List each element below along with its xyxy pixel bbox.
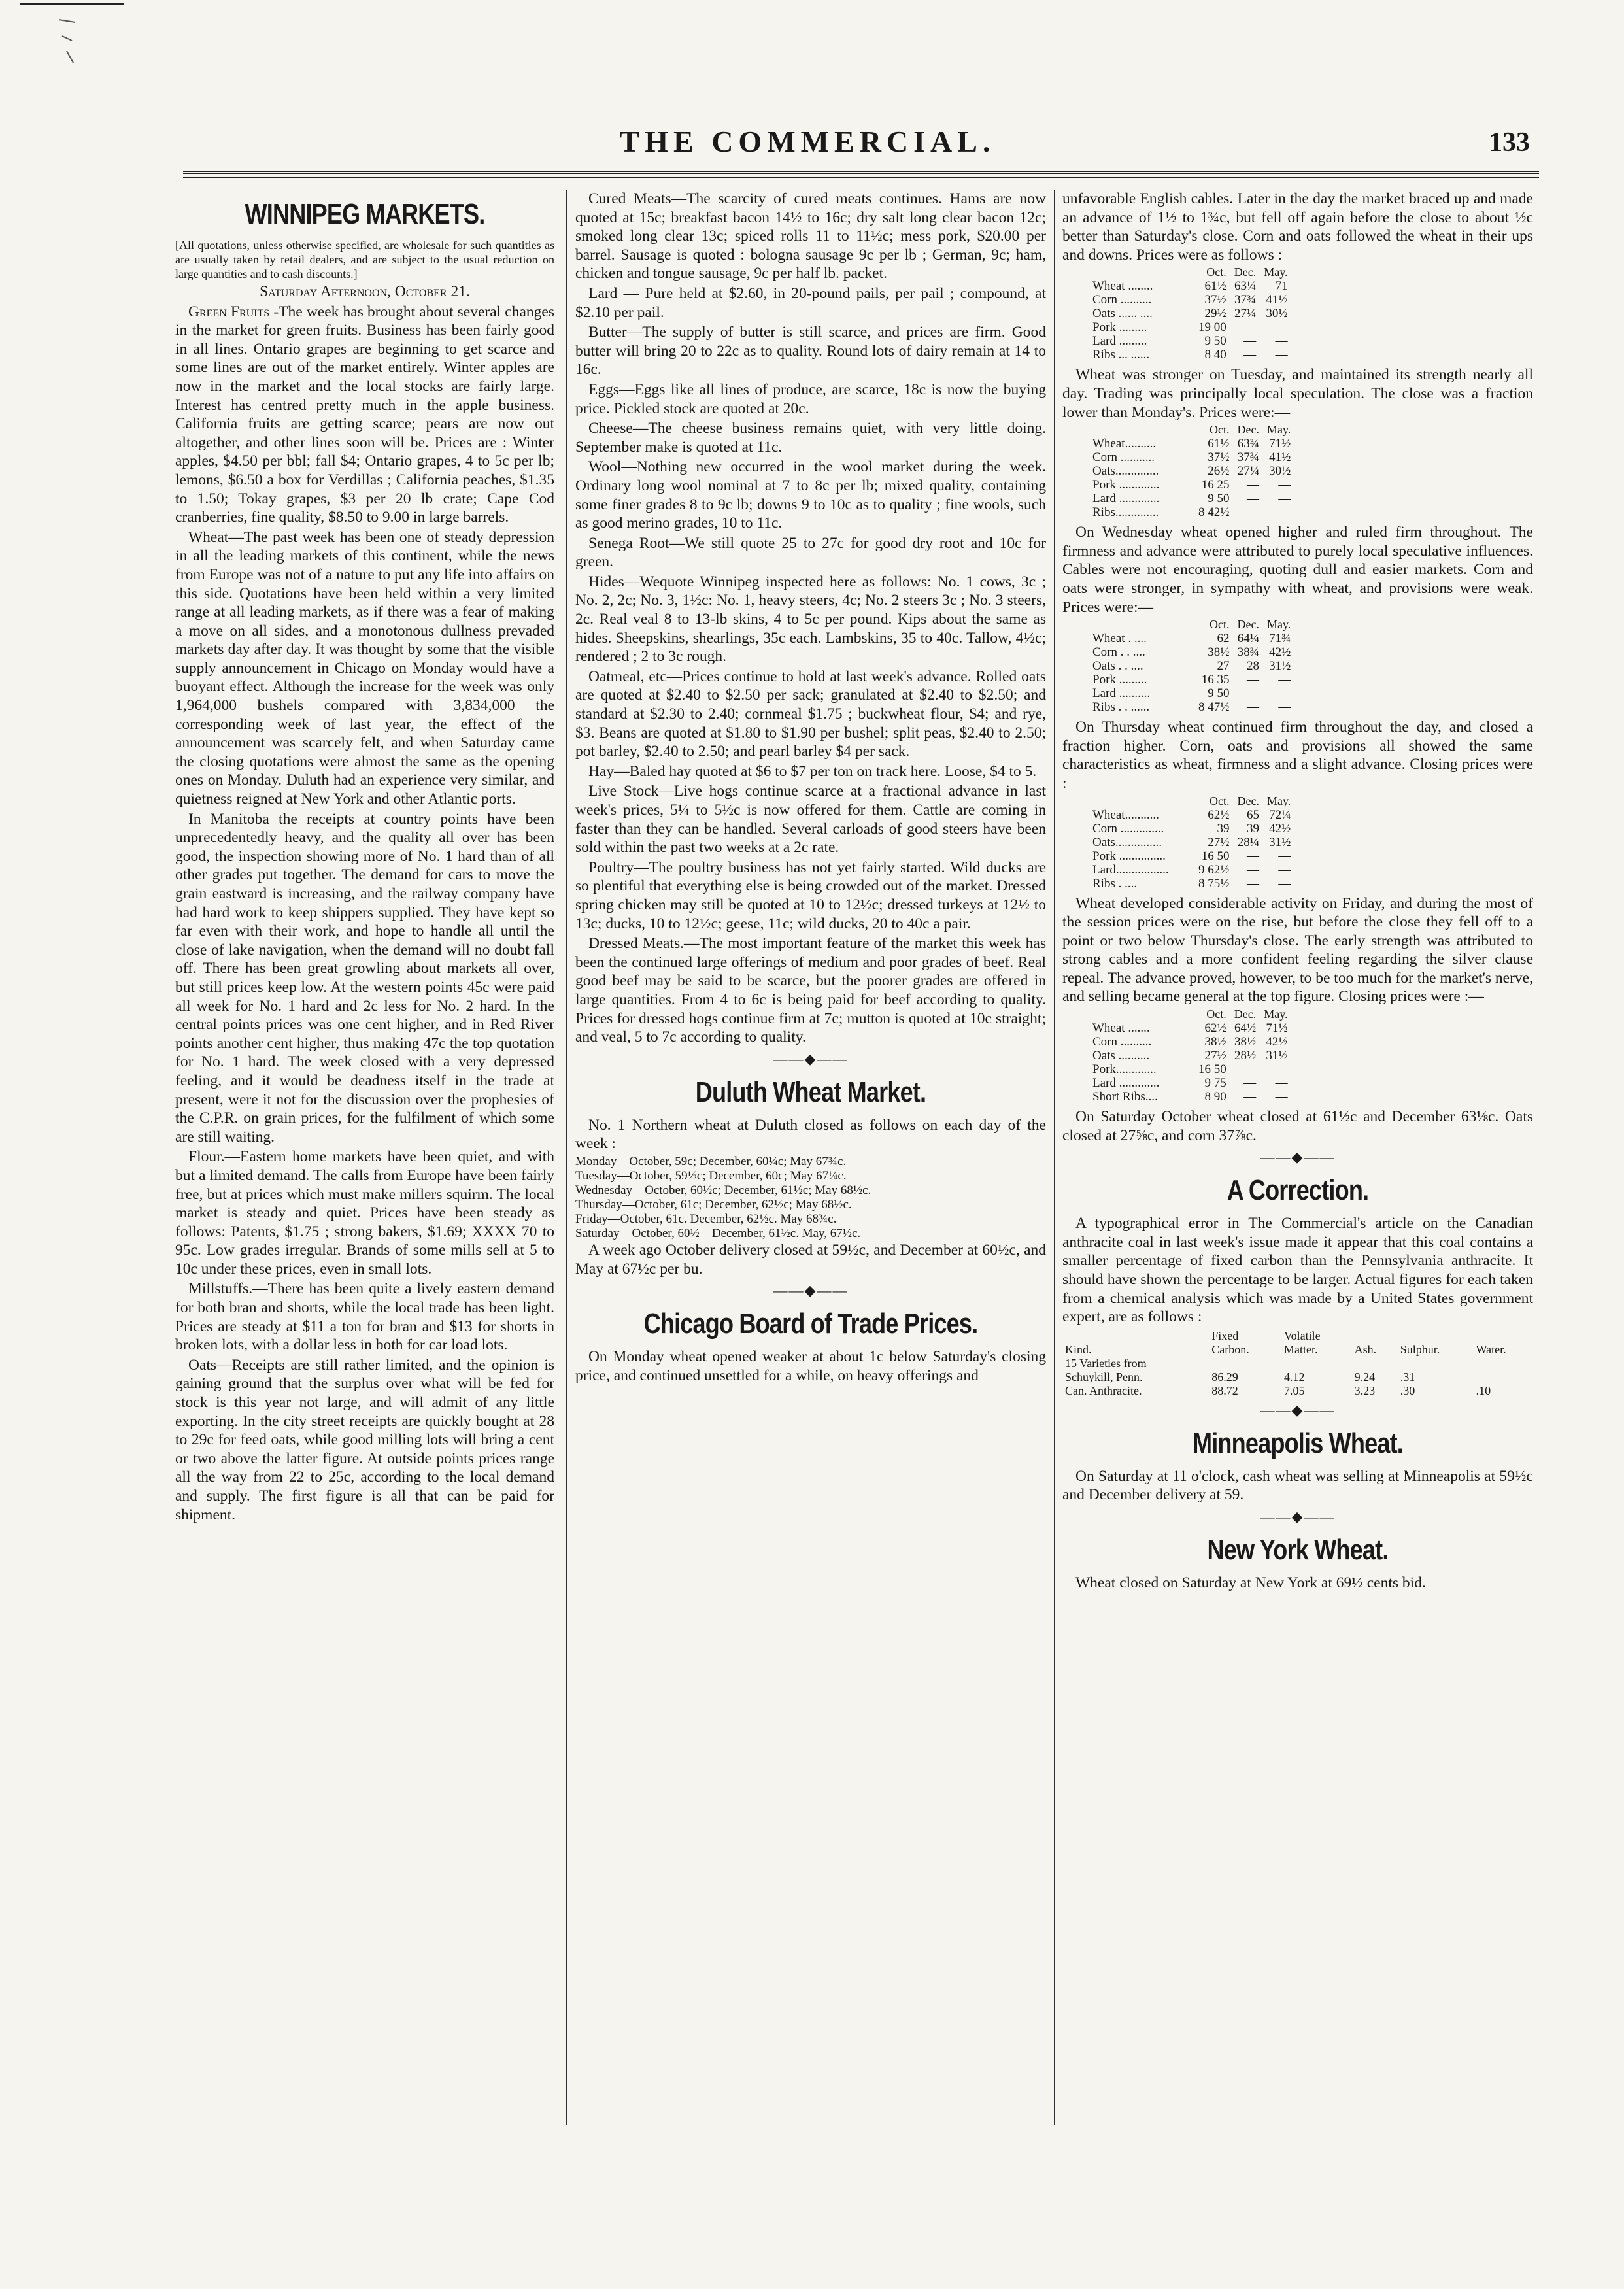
- corner-scan-mark: [20, 0, 137, 78]
- heading-minneapolis-wheat: Minneapolis Wheat.: [1192, 1427, 1404, 1459]
- quotes-table-monday: Oct. Dec. May. Wheat ........ 61½ 63¼ 71 Corn .......... 37½ 37¾ 41½ Oats ...... .... 29½ 27¼ 30½ Pork ......... 19 00 — — Lard ......... 9 50 — — Ribs ... ...... 8 40 — —: [1089, 265, 1292, 362]
- chicago-intro: On Monday wheat opened weaker at about 1c below Saturday's closing price, and continued unsettled for a while, on heavy offerings and: [575, 1348, 1046, 1384]
- heading-new-york-wheat: New York Wheat.: [1207, 1534, 1389, 1566]
- oatmeal-paragraph: Oatmeal, etc—Prices continue to hold at last week's advance. Rolled oats are quoted at $2.40 to $2.50 per sack; granulated at $2.40 to $2.50; and standard at $2.30 to 2.40; cornmeal $1.75 ; buckwheat flour, $4; and rye, $3. Beans are quoted at $1.80 to $1.90 per bushel; split peas, $2.40 to 2.50; pot barley, $2.40 to 2.50; and pearl barley $4 per sack.: [575, 668, 1046, 760]
- correction-paragraph: A typographical error in The Commercial's article on the Canadian anthracite coal in last week's issue made it appear that this coal contains a smaller percentage of fixed carbon than the Pennsylvania anthracite. It should have shown the percentage to be larger. Actual figures for each taken from a chemical analysis which was made by a United States government expert, are as follows :: [1062, 1215, 1533, 1326]
- section-separator: ——◆——: [1260, 1508, 1336, 1525]
- table-row: Oats............... 27½ 28¼ 31½: [1092, 835, 1291, 849]
- cheese-paragraph: Cheese—The cheese business remains quiet, with very little doing. September make is quoted at 11c.: [575, 420, 1046, 456]
- butter-paragraph: Butter—The supply of butter is still scarce, and prices are firm. Good butter will bring 20 to 22c as to quality. Round lots of dairy remain at 14 to 16c.: [575, 324, 1046, 379]
- table-row: Schuykill, Penn. 86.29 4.12 9.24 .31 —: [1065, 1370, 1488, 1383]
- quotes-table-thursday: Oct. Dec. May. Wheat........... 62½ 65 72¼ Corn .............. 39 39 42½ Oats............... 27½ 28¼ 31½ Pork ............... 16 50 — — Lard................. 9 62½ — — Ribs . .... 8 75½ — —: [1089, 794, 1294, 890]
- heading-winnipeg-markets: WINNIPEG MARKETS.: [245, 198, 485, 230]
- table-row: Ribs . . ...... 8 47½ — —: [1092, 700, 1291, 715]
- table-row: Corn .............. 39 39 42½: [1092, 821, 1291, 836]
- table-row: Lard .......... 9 50 — —: [1092, 687, 1291, 701]
- oats-paragraph: Oats—Receipts are still rather limited, and the opinion is gaining ground that the surplus over what will be fed for stock is this year not large, and will admit of any little exporting. In the city street receipts are quickly bought at 28 to 29c for feed oats, while good milling lots will bring a cent or two above the latter figure. At outside points prices range all the way from 22 to 25c, according to the local demand and supply. The first figure is all that can be paid for shipment.: [175, 1356, 554, 1523]
- newspaper-title: THE COMMERCIAL.: [619, 125, 996, 158]
- duluth-day: Thursday—October, 61c; December, 62½c; May 68½c.: [575, 1197, 852, 1212]
- table-row: Corn .......... 37½ 37¾ 41½: [1092, 293, 1288, 307]
- table-row: Pork ......... 16 35 — —: [1092, 673, 1291, 687]
- column-divider-1: [566, 190, 567, 2125]
- hay-paragraph: Hay—Baled hay quoted at $6 to $7 per ton on track here. Loose, $4 to 5.: [588, 762, 1037, 780]
- table-row: Lard................. 9 62½ — —: [1092, 862, 1291, 877]
- duluth-day: Tuesday—October, 59½c; December, 60c; May 67¼c.: [575, 1168, 847, 1183]
- section-separator: ——◆——: [1260, 1149, 1336, 1166]
- table-row: Ribs . .... 8 75½ — —: [1092, 876, 1291, 890]
- green-fruits-paragraph: [175, 303, 554, 527]
- table-row: Oats.............. 26½ 27¼ 30½: [1092, 464, 1291, 479]
- table-row: Wheat ........ 61½ 63¼ 71: [1092, 279, 1288, 294]
- duluth-day: Friday—October, 61c. December, 62½c. May 68¾c.: [575, 1212, 837, 1226]
- table-row: Wheat ....... 62½ 64½ 71½: [1092, 1021, 1288, 1036]
- column-1: [175, 190, 554, 2236]
- table-row: Can. Anthracite. 88.72 7.05 3.23 .30 .10: [1065, 1383, 1491, 1397]
- section-separator: ——◆——: [773, 1282, 849, 1299]
- table-row: Oats ...... .... 29½ 27¼ 30½: [1092, 307, 1288, 321]
- friday-paragraph: Wheat developed considerable activity on Friday, and during the most of the session prices were on the rise, but before the close they fell off to a point or two below Thursday's close. The early strength was attributed to strong cables and a more confident feeling regarding the silver clause repeal. The advance proved, however, to be too much for the market's nerve, and selling became general at the top figure. Closing prices were :—: [1062, 894, 1533, 1006]
- monday-continued: unfavorable English cables. Later in the day the market braced up and made an advance of 1½ to 1¾c, but fell off again before the close to about ½c better than Saturday's close. Corn and oats followed the wheat in their ups and downs. Prices were as follows :: [1062, 190, 1533, 263]
- heading-chicago-board: Chicago Board of Trade Prices.: [643, 1308, 978, 1340]
- wednesday-paragraph: On Wednesday wheat opened higher and ruled firm throughout. The firmness and advance were attributed to purely local speculative influences. Cables were not encouraging, quoting dull and easier markets. Corn and oats were stronger, in sympathy with wheat, and provisions were weak. Prices were:—: [1062, 524, 1533, 616]
- thursday-paragraph: On Thursday wheat continued firm throughout the day, and closed a fraction higher. Corn, oats and provisions all showed the same characteristics as wheat, firmness and a slight advance. Closing prices were :: [1062, 719, 1533, 792]
- masthead-rule: [183, 171, 1539, 178]
- duluth-close: A week ago October delivery closed at 59½c, and December at 60½c, and May at 67½c per bu.: [575, 1241, 1046, 1278]
- table-row: Wheat . .... 62 64¼ 71¾: [1092, 632, 1291, 646]
- table-row: Corn .......... 38½ 38½ 42½: [1092, 1035, 1288, 1049]
- table-row: Lard ............. 9 50 — —: [1092, 492, 1291, 506]
- table-row: Lard ......... 9 50 — —: [1092, 334, 1288, 348]
- duluth-day: Wednesday—October, 60½c; December, 61½c; May 68½c.: [575, 1183, 871, 1197]
- table-row: Lard ............. 9 75 — —: [1092, 1076, 1288, 1091]
- table-row: Pork ......... 19 00 — —: [1092, 320, 1288, 335]
- table-row: Corn ........... 37½ 37¾ 41½: [1092, 450, 1291, 465]
- duluth-daily-list: [575, 1155, 1046, 1241]
- coal-note: 15 Varieties from: [1065, 1356, 1147, 1370]
- heading-correction: A Correction.: [1226, 1174, 1369, 1207]
- duluth-day: Monday—October, 59c; December, 60¼c; May 67¾c.: [575, 1154, 847, 1168]
- tuesday-paragraph: Wheat was stronger on Tuesday, and maintained its strength nearly all day. Trading was principally local speculation. The close was a fraction lower than Monday's. Prices were:—: [1062, 366, 1533, 421]
- table-row: Corn . . .... 38½ 38¾ 42½: [1092, 645, 1291, 660]
- section-separator: ——◆——: [1260, 1401, 1336, 1418]
- poultry-paragraph: Poultry—The poultry business has not yet fairly started. Wild ducks are so plentiful that everything else is being crowded out of the market. Dressed spring chicken may still be quoted at 10 to 12½c; dressed turkeys at 12½ to 13c; ducks, 10 to 12½c; geese, 11c; wild ducks, 20 to 40c a pair.: [575, 858, 1046, 932]
- new-york-paragraph: Wheat closed on Saturday at New York at 69½ cents bid.: [1075, 1574, 1426, 1591]
- table-row: Oats . . .... 27 28 31½: [1092, 659, 1291, 673]
- table-row: Pork............. 16 50 — —: [1092, 1062, 1288, 1077]
- column-3: [1062, 190, 1533, 2236]
- eggs-paragraph: Eggs—Eggs like all lines of produce, are scarce, 18c is now the buying price. Pickled stock are quoted at 20c.: [575, 381, 1046, 417]
- green-fruits-text: -The week has brought about several changes in the market for green fruits. Business has been fairly good in all lines. Ontario grapes are beginning to get scarce and some lines are out of the market entirely. Winter apples are now in the market and the local stocks are fairly large. Interest has centred pretty much in the apple business. California fruits are getting scarce; pears are now out altogether, and other lines soon will be. Prices are : Winter apples, $4.50 per bbl; fall $4; Ontario grapes, 4 to 5c per lb; lemons, $6.50 a box for Verdillas ; California peaches, $1.35 to 1.50; Tokay grapes, $3 per 20 lb crate; Cape Cod cranberries, fine quality, $8.50 to 9.00 in large barrels.: [175, 303, 554, 526]
- wheat-paragraph-1: Wheat—The past week has been one of steady depression in all the leading markets of this continent, while the news from Europe was not of a nature to put any life into affairs on this side. Quotations have been held within a very limited range at all leading markets, as if there was a fear of making a move on all sides, and a monotonous dullness prevaded markets day after day. It was thought by some that the visible supply announcement in Chicago on Monday would have a buoyant effect. Although the increase for the week was only 1,964,000 bushels compared with 3,834,000 the corresponding week of last year, the effect of the announcement was scarcely felt, and when Saturday came the closing quotations were almost the same as the opening ones on Monday. Duluth had an experience very similar, and quietness reigned at New York and other Atlantic ports.: [175, 528, 554, 808]
- masthead: [78, 111, 1536, 170]
- table-row: Wheat........... 62½ 65 72¼: [1092, 807, 1291, 822]
- table-row: Ribs ... ...... 8 40 — —: [1092, 348, 1288, 362]
- heading-duluth-wheat: Duluth Wheat Market.: [695, 1076, 926, 1108]
- saturday-paragraph: On Saturday October wheat closed at 61½c and December 63⅛c. Oats closed at 27⅝c, and corn 37⅞c.: [1062, 1108, 1533, 1144]
- quotes-table-friday: Oct. Dec. May. Wheat ....... 62½ 64½ 71½ Corn .......... 38½ 38½ 42½ Oats .......... 27½ 28½ 31½ Pork............. 16 50 — — Lard ............. 9 75 — — Short Ribs.... 8 90 — —: [1089, 1008, 1292, 1104]
- hides-paragraph: Hides—Wequote Winnipeg inspected here as follows: No. 1 cows, 3c ; No. 2, 2c; No. 3, 1½c: No. 1, heavy steers, 4c; No. 2 steers 3c ; No. 3 steers, 2c. Real veal 8 to 13-lb skins, 4 to 5c per pound. Kips about the same as hides. Sheepskins, shearlings, 35c each. Lambskins, 35 to 40c. Tallow, 4½c; rendered ; 2 to 3c rough.: [575, 573, 1046, 666]
- minneapolis-paragraph: On Saturday at 11 o'clock, cash wheat was selling at Minneapolis at 59½c and December delivery at 59.: [1062, 1467, 1533, 1504]
- quotes-table-tuesday: Oct. Dec. May. Wheat.......... 61½ 63¾ 71½ Corn ........... 37½ 37¾ 41½ Oats.............. 26½ 27¼ 30½ Pork ............. 16 25 — — Lard ............. 9 50 — — Ribs.............. 8 42½ — —: [1089, 423, 1294, 519]
- table-row: Ribs.............. 8 42½ — —: [1092, 505, 1291, 520]
- duluth-day: Saturday—October, 60½—December, 61½c. May, 67½c.: [575, 1226, 861, 1240]
- dateline: Saturday Afternoon, October 21.: [260, 283, 470, 300]
- table-row: Wheat.......... 61½ 63¾ 71½: [1092, 437, 1291, 451]
- lard-paragraph: Lard — Pure held at $2.60, in 20-pound pails, per pail ; compound, at $2.10 per pail.: [575, 284, 1046, 321]
- column-2: [575, 190, 1046, 2236]
- flour-paragraph: Flour.—Eastern home markets have been quiet, and with but a limited demand. The calls from Europe have been fairly free, but at prices which must make millers squirm. The local market is steady and quiet. Prices have been steady as follows: Patents, $1.75 ; strong bakers, $1.69; XXXX 70 to 95c. Low grades irregular. Brands of some mills sell at 5 to 10c under these prices, even in small lots.: [175, 1148, 554, 1278]
- page-number: 133: [1489, 127, 1530, 158]
- wool-paragraph: Wool—Nothing new occurred in the wool market during the week. Ordinary long wool nominal at 7 to 8c per lb; mixed quality, containing some finer grades 8 to 9c lb; downs 9 to 10c as to quality ; fine wools, such as good merino grades, 10 to 11c.: [575, 458, 1046, 532]
- section-separator: ——◆——: [773, 1050, 849, 1067]
- wheat-paragraph-2: In Manitoba the receipts at country points have been unprecedentedly heavy, and the quality all over has been good, the inspection showing more of No. 1 hard than of all other grades put together. The demand for cars to move the grain eastward is increasing, and the railway company have had hard work to keep shippers supplied. They have kept so far even with their work, and hope to handle all until the close of lake navigation, when the demand will no doubt fall off. There has been great growling about markets all over, but still prices keep low. At the western points 45c were paid all week for No. 1 hard and 2c less for No. 2 hard. In the central points prices was one cent higher, and in Red River points another cent higher, thus making 47c the top quotation for No. 1 hard. The week closed with a very depressed feeling, and it would be deadness itself in the trade at present, were it not for the discussion over the prophesies of the C.P.R. on grain prices, for the fulfilment of which some are still waiting.: [175, 810, 554, 1145]
- table-row: Pork ............. 16 25 — —: [1092, 478, 1291, 492]
- table-row: Pork ............... 16 50 — —: [1092, 849, 1291, 863]
- column-divider-2: [1054, 190, 1055, 2125]
- table-row: Oats .......... 27½ 28½ 31½: [1092, 1049, 1288, 1063]
- dressed-meats-paragraph: Dressed Meats.—The most important feature of the market this week has been the continued large offerings of medium and poor grades of beef. Real good beef may be said to be scarce, but the poorer grades are offered in large quantities. From 4 to 6c is being paid for beef according to quality. Prices for dressed hogs continue firm at 7c; mutton is quoted at 10c straight; and veal, 5 to 7c according to quality.: [575, 935, 1046, 1046]
- duluth-intro: No. 1 Northern wheat at Duluth closed as follows on each day of the week :: [575, 1116, 1046, 1153]
- seneca-root-paragraph: Senega Root—We still quote 25 to 27c for good dry root and 10c for green.: [575, 534, 1046, 571]
- millstuffs-paragraph: Millstuffs.—There has been quite a lively eastern demand for both bran and shorts, while the local trade has been light. Prices are steady at $11 a ton for bran and $13 for shorts in broken lots, with a dollar less in both for car load lots.: [175, 1280, 554, 1354]
- coal-analysis-table: Fixed Volatile Kind. Carbon. Matter. Ash. Sulphur. Water. 15 Varieties from Schuykill, Penn. 86.29 4.12 9.24 .31 — Can. Anthracite. 88.72 7.05 3.23 .30 .10: [1062, 1329, 1533, 1398]
- green-fruits-lead: Green Fruits: [188, 303, 270, 320]
- quotes-table-wednesday: Oct. Dec. May. Wheat . .... 62 64¼ 71¾ Corn . . .... 38½ 38¾ 42½ Oats . . .... 27 28 31½ Pork ......... 16 35 — — Lard .......... 9 50 — — Ribs . . ...... 8 47½ — —: [1089, 618, 1294, 714]
- live-stock-paragraph: Live Stock—Live hogs continue scarce at a fractional advance in last week's prices, 5¼ to 5½c is now offered for them. Cattle are coming in faster than they can be handled. Several carloads of good steers have been sold within the past two weeks at a 2c rate.: [575, 783, 1046, 856]
- cured-meats-paragraph: Cured Meats—The scarcity of cured meats continues. Hams are now quoted at 15c; breakfast bacon 14½ to 16c; dry salt long clear bacon 12c; smoked long clear 13c; spiced rolls 11 to 11½c; mess pork, $20.00 per barrel. Sausage is quoted : bologna sausage 9c per lb ; German, 9c; ham, chicken and tongue sausage, 9c per half lb. packet.: [575, 190, 1046, 282]
- table-row: Short Ribs.... 8 90 — —: [1092, 1090, 1288, 1104]
- quotation-note: [All quotations, unless otherwise specified, are wholesale for such quantities as are usually taken by retail dealers, and are subject to the usual reduction on large quantities and to cash discounts.]: [175, 239, 554, 280]
